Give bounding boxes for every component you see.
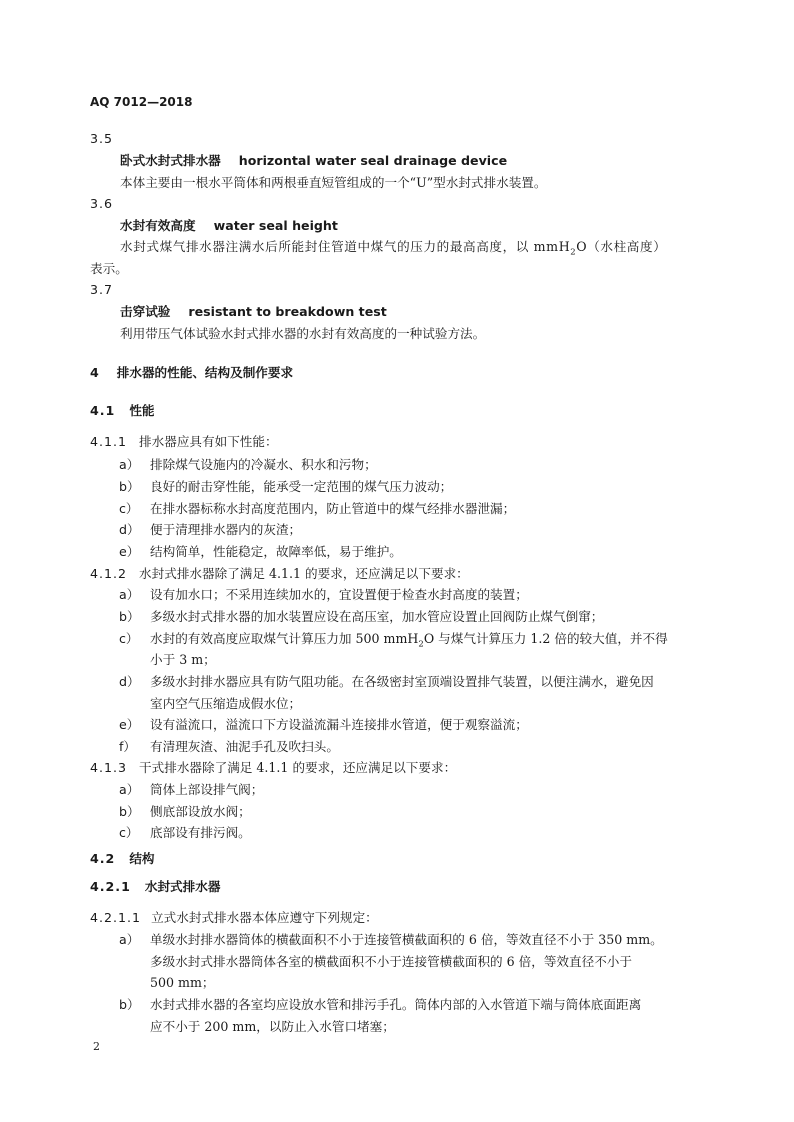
list-text: 有清理灰渣、油泥手孔及吹扫头。	[150, 739, 339, 754]
clause-text: 排水器应具有如下性能：	[139, 434, 278, 449]
list-item	[119, 782, 263, 797]
subsection-title: 结构	[129, 851, 155, 866]
list-text-cont: 小于 3 m；	[150, 652, 216, 667]
subsection-heading	[90, 403, 155, 418]
section-number: 4	[90, 365, 99, 380]
clause-4-1-2	[90, 566, 469, 581]
list-item	[119, 804, 251, 819]
term-entry	[120, 304, 387, 319]
list-marker: b）	[119, 479, 140, 494]
list-item	[119, 674, 654, 689]
list-item	[119, 631, 668, 650]
list-marker: a）	[119, 782, 140, 797]
list-marker: a）	[119, 587, 140, 602]
list-marker: f）	[119, 739, 137, 754]
clause-number: 3.7	[90, 282, 114, 297]
definition-text: 利用带压气体试验水封式排水器的水封有效高度的一种试验方法。	[120, 326, 486, 341]
list-item	[119, 479, 452, 494]
clause-4-2-1-1	[90, 910, 378, 925]
list-text-cont: 应不小于 200 mm，以防止入水管口堵塞；	[150, 1019, 395, 1034]
term-english: horizontal water seal drainage device	[238, 153, 508, 168]
definition-text: 本体主要由一根水平筒体和两根垂直短管组成的一个“U”型水封式排水装置。	[120, 175, 547, 190]
definition-part: O（水柱高度）	[576, 239, 667, 254]
page-number: 2	[93, 1040, 100, 1053]
list-text: 排除煤气设施内的冷凝水、积水和污物；	[150, 457, 377, 472]
list-text: 在排水器标称水封高度范围内，防止管道中的煤气经排水器泄漏；	[150, 501, 516, 516]
term-chinese: 卧式水封式排水器	[120, 153, 221, 168]
list-text: 底部设有排污阀。	[150, 825, 251, 840]
list-text: 水封的有效高度应取煤气计算压力加 500 mmH	[150, 631, 419, 646]
list-text: 筒体上部设排气阀；	[150, 782, 264, 797]
list-item	[119, 544, 402, 559]
list-item	[119, 997, 641, 1012]
list-text: 单级水封排水器筒体的横截面积不小于连接管横截面积的 6 倍，等效直径不小于 350 mm。	[150, 932, 663, 947]
subsubsection-number: 4.2.1	[90, 879, 131, 894]
list-item	[119, 501, 515, 516]
list-text: 多级水封式排水器的加水装置应设在高压室，加水管应设置止回阀防止煤气倒窜；	[150, 609, 604, 624]
list-item	[119, 457, 377, 472]
list-text: 侧底部设放水阀；	[150, 804, 251, 819]
list-text: 良好的耐击穿性能，能承受一定范围的煤气压力波动；	[150, 479, 453, 494]
term-english: resistant to breakdown test	[188, 304, 387, 319]
list-item	[119, 522, 301, 537]
clause-number: 4.1.3	[90, 760, 128, 775]
list-marker: c）	[119, 501, 139, 516]
clause-4-1-1	[90, 434, 278, 449]
definition-text	[120, 239, 667, 258]
list-text: 结构简单，性能稳定，故障率低，易于维护。	[150, 544, 402, 559]
list-text: 水封式排水器的各室均应设放水管和排污手孔。筒体内部的入水管道下端与筒体底面距离	[150, 997, 642, 1012]
clause-number: 4.1.1	[90, 434, 128, 449]
list-marker: b）	[119, 609, 140, 624]
clause-4-1-3	[90, 760, 456, 775]
definition-text-cont: 表示。	[90, 261, 128, 276]
list-text: 便于清理排水器内的灰渣；	[150, 522, 302, 537]
clause-number: 3.5	[90, 131, 114, 146]
list-marker: a）	[119, 457, 140, 472]
list-item	[119, 932, 663, 947]
list-marker: c）	[119, 825, 139, 840]
standard-code: AQ 7012—2018	[90, 95, 193, 109]
list-marker: d）	[119, 522, 140, 537]
section-heading	[90, 365, 293, 380]
list-text-cont: 500 mm；	[150, 975, 215, 990]
term-entry	[120, 218, 338, 233]
term-chinese: 水封有效高度	[120, 218, 196, 233]
list-marker: e）	[119, 717, 140, 732]
term-chinese: 击穿试验	[120, 304, 171, 319]
subscript: 2	[570, 247, 577, 258]
clause-text: 立式水封式排水器本体应遵守下列规定：	[151, 910, 378, 925]
list-item	[119, 825, 251, 840]
list-marker: a）	[119, 932, 140, 947]
list-marker: e）	[119, 544, 140, 559]
list-text: 设有溢流口，溢流口下方设溢流漏斗连接排水管道，便于观察溢流；	[150, 717, 528, 732]
clause-text: 水封式排水器除了满足 4.1.1 的要求，还应满足以下要求：	[139, 566, 469, 581]
subsection-title: 性能	[129, 403, 155, 418]
list-marker: b）	[119, 997, 140, 1012]
list-item	[119, 609, 603, 624]
list-marker: c）	[119, 631, 139, 646]
list-text: 设有加水口；不采用连续加水的，宜设置便于检查水封高度的装置；	[150, 587, 528, 602]
term-entry	[120, 153, 507, 168]
subsection-heading	[90, 851, 155, 866]
subsubsection-title: 水封式排水器	[144, 879, 221, 894]
term-english: water seal height	[213, 218, 338, 233]
list-marker: d）	[119, 674, 140, 689]
definition-part: 水封式煤气排水器注满水后所能封住管道中煤气的压力的最高高度，以 mmH	[120, 239, 571, 254]
list-item	[119, 739, 339, 754]
subscript: 2	[418, 639, 424, 650]
list-item	[119, 587, 528, 602]
list-text-cont: 室内空气压缩造成假水位；	[150, 696, 302, 711]
list-text: 多级水封排水器应具有防气阻功能。在各级密封室顶端设置排气装置，以便注满水，避免因	[150, 674, 654, 689]
clause-text: 干式排水器除了满足 4.1.1 的要求，还应满足以下要求：	[139, 760, 457, 775]
list-item	[119, 717, 528, 732]
clause-number: 3.6	[90, 196, 114, 211]
list-marker: b）	[119, 804, 140, 819]
section-title: 排水器的性能、结构及制作要求	[116, 365, 294, 380]
subsubsection-heading	[90, 879, 220, 894]
clause-number: 4.2.1.1	[90, 910, 142, 925]
subsection-number: 4.1	[90, 403, 116, 418]
list-text-cont: 多级水封式排水器筒体各室的横截面积不小于连接管横截面积的 6 倍，等效直径不小于	[150, 954, 632, 969]
list-text: O 与煤气计算压力 1.2 倍的较大值，并不得	[423, 631, 668, 646]
subsection-number: 4.2	[90, 851, 116, 866]
clause-number: 4.1.2	[90, 566, 128, 581]
